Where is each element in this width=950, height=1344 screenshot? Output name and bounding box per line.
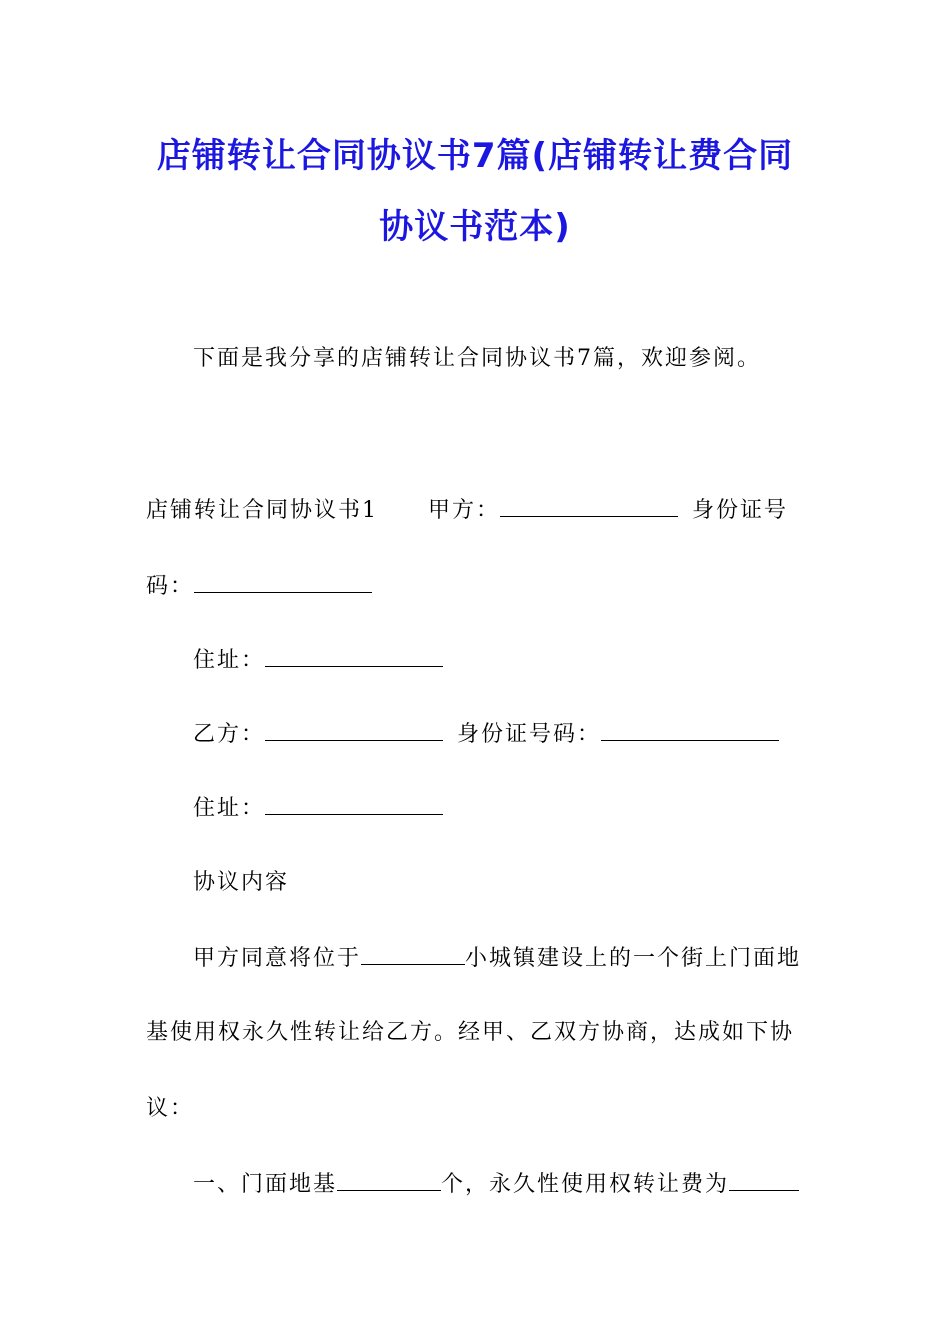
fee-blank	[729, 1168, 799, 1191]
content-heading: 协议内容	[193, 870, 290, 895]
para1-start: 甲方同意将位于	[193, 946, 362, 971]
party-b-address-line	[193, 792, 443, 824]
party-b-id-blank	[601, 718, 779, 741]
party-b-address-blank	[265, 792, 443, 815]
para1-line2: 基使用权永久性转让给乙方。经甲、乙双方协商，达成如下协	[146, 1020, 795, 1045]
party-a-id-label: 身份证号	[692, 498, 789, 523]
party-b-line	[193, 718, 779, 750]
item1-line	[193, 1168, 799, 1200]
document-title-line-1: 店铺转让合同协议书7篇(店铺转让费合同	[156, 136, 794, 176]
para1-line1	[193, 942, 801, 974]
party-a-label: 甲方：	[428, 498, 501, 523]
party-b-name-blank	[265, 718, 443, 741]
party-a-id-blank	[194, 570, 372, 593]
para1-end: 小城镇建设上的一个街上门面地	[465, 946, 802, 971]
document-title-line-2: 协议书范本)	[379, 207, 571, 247]
party-b-address-label: 住址：	[193, 796, 266, 821]
party-a-id-label-cont: 码：	[146, 574, 195, 599]
item1-start: 一、门面地基	[193, 1172, 338, 1197]
agreement-heading: 店铺转让合同协议书1	[146, 498, 378, 523]
party-a-address-line	[193, 644, 443, 676]
party-a-name-blank	[500, 494, 678, 517]
party-a-line	[146, 494, 788, 526]
party-b-id-label: 身份证号码：	[457, 722, 602, 747]
count-blank	[337, 1168, 441, 1191]
para1-line3: 议：	[146, 1096, 195, 1121]
party-b-label: 乙方：	[193, 722, 266, 747]
intro-paragraph: 下面是我分享的店铺转让合同协议书7篇，欢迎参阅。	[193, 346, 761, 371]
item1-mid: 个，永久性使用权转让费为	[441, 1172, 730, 1197]
party-a-address-blank	[265, 644, 443, 667]
party-a-id-line	[146, 570, 372, 602]
location-blank	[361, 942, 465, 965]
party-a-address-label: 住址：	[193, 648, 266, 673]
